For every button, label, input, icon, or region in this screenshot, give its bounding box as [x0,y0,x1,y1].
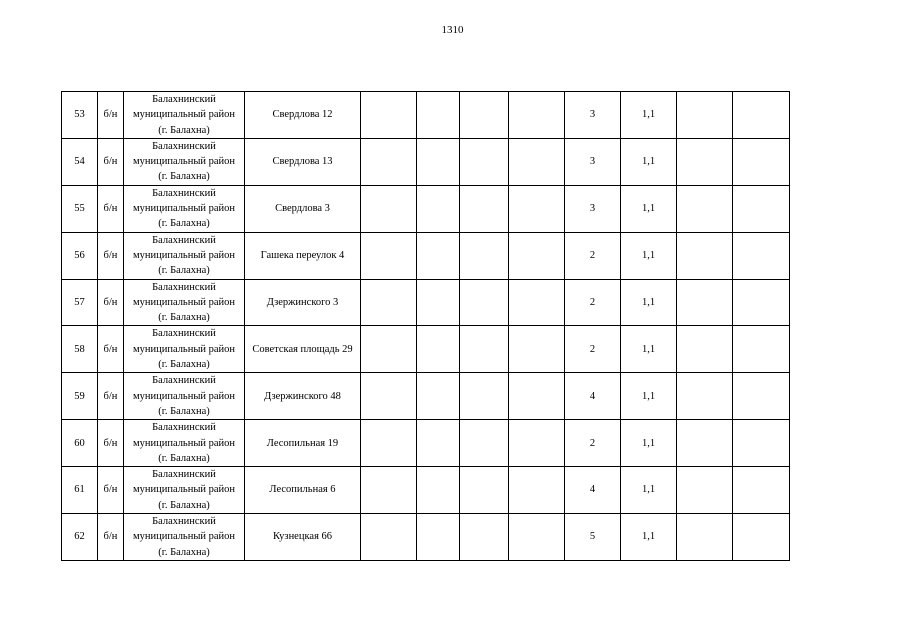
empty-cell [677,185,733,232]
empty-cell [361,232,417,279]
ratio-cell: 1,1 [621,279,677,326]
empty-cell [417,232,460,279]
count-cell: 2 [565,326,621,373]
empty-cell [417,92,460,139]
row-number-cell: 60 [62,420,98,467]
row-number-cell: 57 [62,279,98,326]
address-cell [245,232,361,279]
municipality-cell [124,279,245,326]
count-cell: 4 [565,373,621,420]
municipality-line: Балахнинский [152,328,216,340]
address-text: Лесопильная 19 [266,437,339,449]
address-cell [245,92,361,139]
count-cell: 4 [565,467,621,514]
empty-cell [417,420,460,467]
registry-table-body [62,92,790,561]
municipality-line: Балахнинский [152,140,216,152]
ratio-cell: 1,1 [621,420,677,467]
row-type-cell: б/н [98,467,124,514]
empty-cell [361,514,417,561]
municipality-line: Балахнинский [152,422,216,434]
empty-cell [509,326,565,373]
address-cell [245,185,361,232]
empty-cell [417,185,460,232]
table-row [62,279,790,326]
empty-cell [677,420,733,467]
municipality-line: (г. Балахна) [158,218,210,230]
empty-cell [460,279,509,326]
ratio-cell: 1,1 [621,514,677,561]
empty-cell [509,467,565,514]
municipality-line: муниципальный район [132,343,236,355]
row-number-cell: 54 [62,138,98,185]
municipality-line: Балахнинский [152,94,216,105]
row-type-cell: б/н [98,514,124,561]
empty-cell [361,185,417,232]
empty-cell [677,467,733,514]
row-type-cell: б/н [98,232,124,279]
empty-cell [417,467,460,514]
empty-cell [677,138,733,185]
empty-cell [509,373,565,420]
empty-cell [677,326,733,373]
municipality-line: муниципальный район [132,437,236,449]
municipality-cell [124,326,245,373]
municipality-line: муниципальный район [132,249,236,261]
row-number-cell: 58 [62,326,98,373]
municipality-line: (г. Балахна) [158,452,210,464]
table-row [62,185,790,232]
row-number-cell: 62 [62,514,98,561]
ratio-cell: 1,1 [621,373,677,420]
empty-cell [509,185,565,232]
empty-cell [677,232,733,279]
municipality-cell [124,373,245,420]
empty-cell [733,185,790,232]
row-type-cell: б/н [98,279,124,326]
empty-cell [361,326,417,373]
empty-cell [509,279,565,326]
address-text: Свердлова 12 [272,109,333,121]
empty-cell [460,420,509,467]
table-row [62,373,790,420]
address-cell [245,420,361,467]
municipality-cell [124,138,245,185]
empty-cell [460,138,509,185]
ratio-cell: 1,1 [621,92,677,139]
count-cell: 2 [565,420,621,467]
empty-cell [361,279,417,326]
ratio-cell: 1,1 [621,232,677,279]
empty-cell [733,326,790,373]
empty-cell [460,467,509,514]
address-cell [245,138,361,185]
municipality-line: Балахнинский [152,281,216,293]
row-number-cell: 53 [62,92,98,139]
municipality-line: муниципальный район [132,484,236,496]
municipality-line: (г. Балахна) [158,359,210,371]
municipality-line: муниципальный район [132,203,236,215]
empty-cell [460,232,509,279]
municipality-line: муниципальный район [132,531,236,543]
address-text: Гашека переулок 4 [260,249,345,261]
table-row [62,514,790,561]
municipality-line: муниципальный район [132,296,236,308]
page-number: 1310 [441,24,464,36]
empty-cell [733,373,790,420]
empty-cell [733,514,790,561]
municipality-line: (г. Балахна) [158,265,210,277]
table-row [62,467,790,514]
empty-cell [509,514,565,561]
municipality-line: (г. Балахна) [158,171,210,183]
empty-cell [509,92,565,139]
municipality-line: (г. Балахна) [158,312,210,324]
empty-cell [460,326,509,373]
count-cell: 3 [565,185,621,232]
empty-cell [417,373,460,420]
ratio-cell: 1,1 [621,467,677,514]
municipality-line: муниципальный район [132,390,236,402]
empty-cell [460,514,509,561]
count-cell: 2 [565,232,621,279]
municipality-cell [124,467,245,514]
row-number-cell: 55 [62,185,98,232]
municipality-cell [124,514,245,561]
municipality-cell [124,232,245,279]
municipality-cell [124,420,245,467]
municipality-line: Балахнинский [152,375,216,387]
row-number-cell: 59 [62,373,98,420]
empty-cell [733,467,790,514]
address-cell [245,467,361,514]
empty-cell [677,92,733,139]
empty-cell [417,514,460,561]
count-cell: 3 [565,92,621,139]
row-type-cell: б/н [98,92,124,139]
address-cell [245,279,361,326]
address-text: Лесопильная 6 [269,484,336,496]
address-cell [245,373,361,420]
ratio-cell: 1,1 [621,326,677,373]
municipality-line: муниципальный район [132,109,236,121]
empty-cell [733,232,790,279]
municipality-line: Балахнинский [152,187,216,199]
table-row [62,232,790,279]
table-row [62,138,790,185]
empty-cell [509,138,565,185]
address-text: Дзержинского 3 [266,296,339,308]
address-text: Дзержинского 48 [264,390,341,402]
row-type-cell: б/н [98,326,124,373]
table-row [62,92,790,139]
row-number-cell: 61 [62,467,98,514]
municipality-line: Балахнинский [152,516,216,528]
empty-cell [509,420,565,467]
empty-cell [417,138,460,185]
empty-cell [460,92,509,139]
municipality-line: Балахнинский [152,234,216,246]
row-type-cell: б/н [98,138,124,185]
count-cell: 2 [565,279,621,326]
count-cell: 3 [565,138,621,185]
empty-cell [733,138,790,185]
empty-cell [460,185,509,232]
row-type-cell: б/н [98,185,124,232]
municipality-line: (г. Балахна) [158,499,210,511]
empty-cell [677,514,733,561]
address-cell [245,326,361,373]
row-number-cell: 56 [62,232,98,279]
municipality-line: (г. Балахна) [158,405,210,417]
municipality-line: (г. Балахна) [158,124,210,136]
empty-cell [417,326,460,373]
municipality-cell [124,185,245,232]
table-row [62,420,790,467]
municipality-line: (г. Балахна) [158,546,210,558]
empty-cell [677,373,733,420]
empty-cell [361,92,417,139]
empty-cell [361,138,417,185]
address-text: Свердлова 3 [275,203,330,215]
empty-cell [509,232,565,279]
municipality-line: Балахнинский [152,469,216,481]
row-type-cell: б/н [98,420,124,467]
empty-cell [361,373,417,420]
count-cell: 5 [565,514,621,561]
address-text: Свердлова 13 [272,156,333,168]
row-type-cell: б/н [98,373,124,420]
ratio-cell: 1,1 [621,185,677,232]
address-text: Кузнецкая 66 [272,531,333,543]
table-row [62,326,790,373]
municipality-line: муниципальный район [132,156,236,168]
registry-table [61,91,790,561]
empty-cell [361,420,417,467]
empty-cell [460,373,509,420]
ratio-cell: 1,1 [621,138,677,185]
empty-cell [733,279,790,326]
municipality-cell [124,92,245,139]
empty-cell [733,420,790,467]
address-cell [245,514,361,561]
empty-cell [733,92,790,139]
address-text: Советская площадь 29 [252,343,353,355]
empty-cell [417,279,460,326]
empty-cell [677,279,733,326]
empty-cell [361,467,417,514]
